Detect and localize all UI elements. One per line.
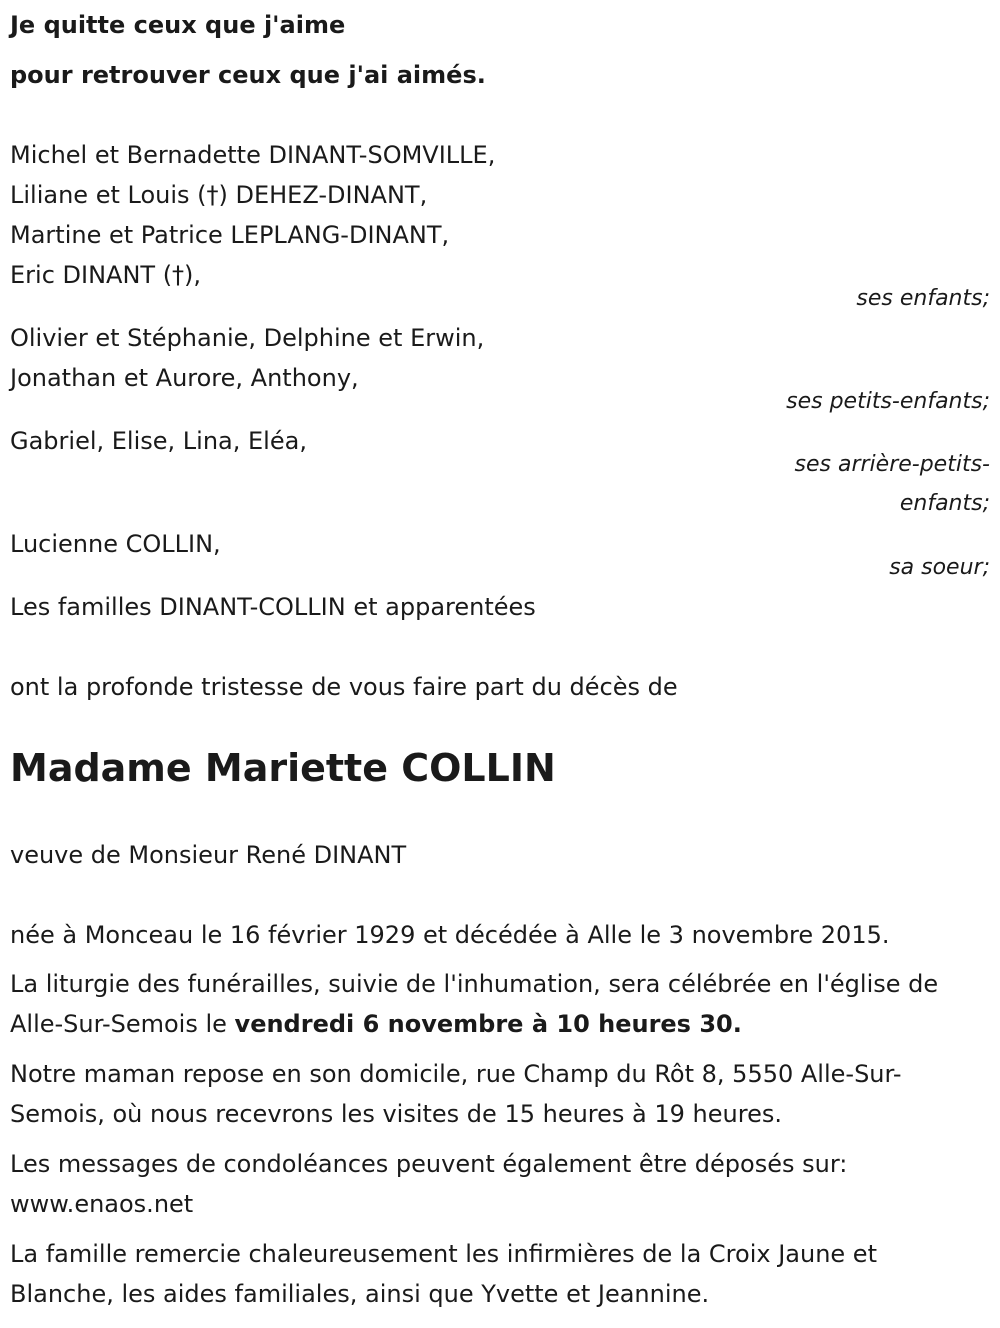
deceased-name: Madame Mariette COLLIN: [10, 746, 556, 790]
quote-line-2: pour retrouver ceux que j'ai aimés.: [10, 61, 486, 89]
thanks-paragraph: La famille remercie chaleureusement les infirmières de la Croix Jaune et Blanche, les aides familiales, ainsi que Yvette et Jeannine.: [10, 1240, 877, 1308]
liturgy-paragraph: [10, 964, 985, 1044]
child-line-3: Martine et Patrice LEPLANG-DINANT,: [10, 221, 450, 249]
sister-line: Lucienne COLLIN,: [10, 530, 221, 558]
announcement: ont la profonde tristesse de vous faire part du décès de: [10, 673, 678, 701]
liturgy-text: La liturgie des funérailles, suivie de l'inhumation, sera célébrée en l'église de Alle-Sur-Semois le: [10, 970, 939, 1038]
child-line-1: Michel et Bernadette DINANT-SOMVILLE,: [10, 141, 496, 169]
grandchild-line-1: Olivier et Stéphanie, Delphine et Erwin,: [10, 324, 485, 352]
visits-paragraph: Notre maman repose en son domicile, rue Champ du Rôt 8, 5550 Alle-Sur-Semois, où nous recevrons les visites de 15 heures à 19 heures.: [10, 1060, 902, 1128]
great-grandchildren-label-1: ses arrière-petits-: [794, 452, 990, 477]
quote-line-1: Je quitte ceux que j'aime: [10, 11, 346, 39]
liturgy-date: vendredi 6 novembre à 10 heures 30.: [234, 1010, 742, 1038]
child-line-4: Eric DINANT (†),: [10, 261, 202, 289]
grandchildren-label: ses petits-enfants;: [786, 389, 990, 414]
grandchild-line-2: Jonathan et Aurore, Anthony,: [10, 364, 359, 392]
child-line-2: Liliane et Louis (†) DEHEZ-DINANT,: [10, 181, 428, 209]
families-line: Les familles DINANT-COLLIN et apparentées: [10, 593, 536, 621]
widow-of: veuve de Monsieur René DINANT: [10, 841, 407, 869]
great-grandchildren-line: Gabriel, Elise, Lina, Eléa,: [10, 427, 307, 455]
condolences-paragraph: Les messages de condoléances peuvent également être déposés sur: www.enaos.net: [10, 1150, 848, 1218]
birth-death: née à Monceau le 16 février 1929 et décédée à Alle le 3 novembre 2015.: [10, 921, 890, 949]
children-label: ses enfants;: [856, 286, 990, 311]
great-grandchildren-label-2: enfants;: [899, 491, 990, 516]
sister-label: sa soeur;: [889, 555, 990, 580]
